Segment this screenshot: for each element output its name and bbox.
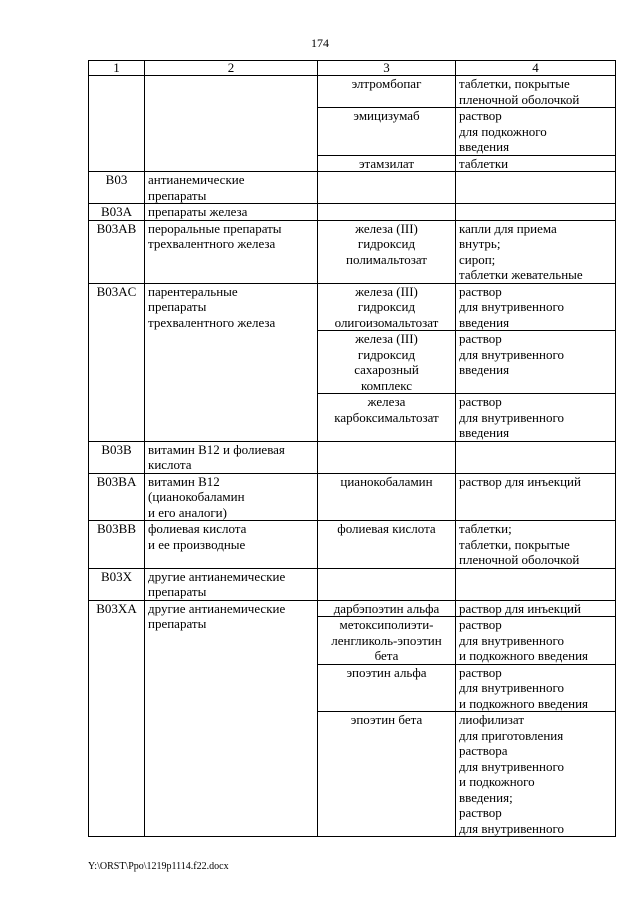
group-name-cell: парентеральные препараты трехвалентного железа	[145, 283, 318, 441]
table-row	[89, 220, 616, 283]
drug-name-cell	[318, 204, 456, 221]
table-row	[89, 283, 616, 331]
dosage-form-cell: капли для приема внутрь; сироп; таблетки жевательные	[456, 220, 616, 283]
group-name-cell: препараты железа	[145, 204, 318, 221]
table-row	[89, 76, 616, 108]
table-row	[89, 568, 616, 600]
group-name-cell: пероральные препараты трехвалентного железа	[145, 220, 318, 283]
drug-name-cell: этамзилат	[318, 155, 456, 172]
atc-code-cell: B03A	[89, 204, 145, 221]
file-path-footer: Y:\ORST\Ppo\1219p1114.f22.docx	[88, 861, 229, 872]
table-row	[89, 172, 616, 204]
atc-code-cell: B03AB	[89, 220, 145, 283]
group-name-cell: другие антианемические препараты	[145, 600, 318, 837]
column-header-4: 4	[456, 61, 616, 76]
dosage-form-cell	[456, 204, 616, 221]
drug-name-cell: эпоэтин бета	[318, 712, 456, 837]
dosage-form-cell: раствор для внутривенного и подкожного введения	[456, 617, 616, 665]
dosage-form-cell: таблетки, покрытые пленочной оболочкой	[456, 76, 616, 108]
page-number: 174	[311, 36, 329, 50]
drug-name-cell: эмицизумаб	[318, 108, 456, 156]
drug-name-cell: элтромбопаг	[318, 76, 456, 108]
drug-name-cell: фолиевая кислота	[318, 521, 456, 569]
dosage-form-cell: раствор для внутривенного введения	[456, 283, 616, 331]
group-name-cell: антианемические препараты	[145, 172, 318, 204]
table-row	[89, 441, 616, 473]
column-header-2: 2	[145, 61, 318, 76]
dosage-form-cell	[456, 441, 616, 473]
dosage-form-cell: лиофилизат для приготовления раствора для внутривенного и подкожного введения; раствор для внутривенного	[456, 712, 616, 837]
dosage-form-cell: раствор для внутривенного введения	[456, 394, 616, 442]
drug-name-cell: эпоэтин альфа	[318, 664, 456, 712]
table-row	[89, 473, 616, 521]
table-row	[89, 600, 616, 617]
dosage-form-cell	[456, 172, 616, 204]
atc-code-cell: B03BB	[89, 521, 145, 569]
group-name-cell: витамин B12 (цианокобаламин и его аналоги)	[145, 473, 318, 521]
atc-code-cell: B03X	[89, 568, 145, 600]
drug-name-cell	[318, 441, 456, 473]
atc-code-cell: B03	[89, 172, 145, 204]
dosage-form-cell: раствор для инъекций	[456, 473, 616, 521]
dosage-form-cell: раствор для инъекций	[456, 600, 616, 617]
atc-code-cell: B03B	[89, 441, 145, 473]
dosage-form-cell: таблетки; таблетки, покрытые пленочной оболочкой	[456, 521, 616, 569]
drug-name-cell	[318, 172, 456, 204]
atc-code-cell: B03BA	[89, 473, 145, 521]
column-header-3: 3	[318, 61, 456, 76]
atc-code-cell	[89, 76, 145, 172]
drug-name-cell: дарбэпоэтин альфа	[318, 600, 456, 617]
atc-code-cell: B03XA	[89, 600, 145, 837]
drug-name-cell	[318, 568, 456, 600]
drug-name-cell: метоксиполиэти- ленгликоль-эпоэтин бета	[318, 617, 456, 665]
column-header-1: 1	[89, 61, 145, 76]
group-name-cell	[145, 76, 318, 172]
group-name-cell: витамин B12 и фолиевая кислота	[145, 441, 318, 473]
table-row	[89, 204, 616, 221]
dosage-form-cell: таблетки	[456, 155, 616, 172]
dosage-form-cell: раствор для внутривенного введения	[456, 331, 616, 394]
drug-name-cell: цианокобаламин	[318, 473, 456, 521]
drug-classification-table	[88, 60, 616, 837]
group-name-cell: другие антианемические препараты	[145, 568, 318, 600]
table-header-row	[89, 61, 616, 76]
dosage-form-cell	[456, 568, 616, 600]
group-name-cell: фолиевая кислота и ее производные	[145, 521, 318, 569]
dosage-form-cell: раствор для подкожного введения	[456, 108, 616, 156]
dosage-form-cell: раствор для внутривенного и подкожного введения	[456, 664, 616, 712]
drug-name-cell: железа (III) гидроксид сахарозный комплекс	[318, 331, 456, 394]
drug-name-cell: железа (III) гидроксид олигоизомальтозат	[318, 283, 456, 331]
table-row	[89, 521, 616, 569]
drug-name-cell: железа (III) гидроксид полимальтозат	[318, 220, 456, 283]
drug-name-cell: железа карбоксимальтозат	[318, 394, 456, 442]
atc-code-cell: B03AC	[89, 283, 145, 441]
